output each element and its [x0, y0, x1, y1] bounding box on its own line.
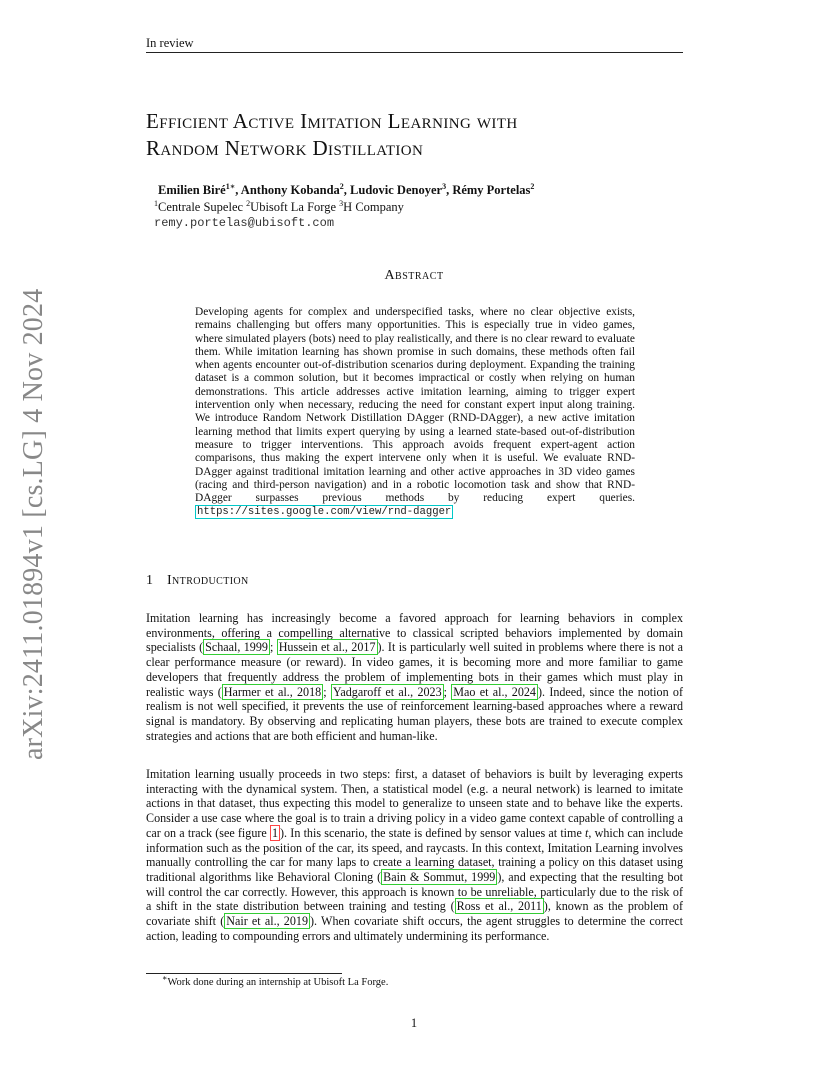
author-affil-mark: 2 [339, 181, 344, 191]
affiliations [154, 200, 404, 215]
author-affil-mark: 1∗ [225, 181, 236, 191]
text-run: ; [269, 640, 277, 655]
citation-link[interactable]: Ross et al., 2011 [456, 899, 542, 914]
affil-mark: 3 [339, 198, 344, 208]
author-affil-mark: 3 [442, 181, 447, 191]
text-run: ). In this scenario, the state is defined by sensor values at time [280, 825, 586, 840]
footnote-text: Work done during an internship at Ubisoft La Forge. [167, 977, 389, 988]
arxiv-identifier-stamp[interactable]: arXiv:2411.01894v1 [cs.LG] 4 Nov 2024 [18, 288, 49, 760]
section-title: Introduction [167, 573, 249, 588]
author-name: Rémy Portelas [452, 183, 531, 197]
citation-link[interactable]: Hussein et al., 2017 [278, 640, 376, 655]
abstract-paragraph: Developing agents for complex and underspecified tasks, where no clear objective exists, remains challenging but offers many opportunities. This is especially true in video games, where simulated players (bots) need to play realistically, and there is no clear reward to evaluate them. While imitation learning has shown promise in such domains, these methods often fail when agents encounter out-of-distribution scenarios during deployment. Expanding the training dataset is a common solution, but it becomes impractical or costly when relying on human demonstrations. This article addresses active imitation learning, aiming to trigger expert intervention only when necessary, reducing the need for constant expert input along training. We introduce Random Network Distillation DAgger (RND-DAgger), a new active imitation learning method that limits expert querying by using a learned state-based out-of-distribution measure to trigger interventions. This approach avoids frequent expert-agent action comparisons, thus making the expert intervene only when it is useful. We evaluate RND-DAgger against traditional imitation learning and other active approaches in 3D video games (racing and third-person navigation) and in a robotic locomotion task and show that RND-DAgger surpasses previous methods by reducing expert queries. [195, 306, 635, 505]
citation-link[interactable]: Bain & Sommut, 1999 [383, 869, 496, 884]
text-run: ). When covariate shift occurs, the agent struggles to determine the correct action, leading to compounding errors and ultimately undermining its performance. [146, 914, 683, 943]
section-heading [146, 573, 249, 589]
citation-link[interactable]: Schaal, 1999 [205, 640, 268, 655]
text-run: ; [323, 684, 331, 699]
text-run: Imitation learning has increasingly become a favored approach for learning behaviors in complex environments, offering a compelling alternative to classical scripted behaviors implemented by domain specialists ( [146, 611, 683, 655]
author-affil-mark: 2 [530, 181, 535, 191]
text-run: ), known as the problem of covariate shift ( [146, 899, 683, 929]
running-header: In review [146, 36, 194, 50]
affiliation: Ubisoft La Forge [250, 200, 340, 214]
title-line-2: Random Network Distillation [146, 136, 424, 160]
affil-mark: 2 [246, 198, 251, 208]
intro-paragraph-2 [146, 767, 683, 943]
citation-link[interactable]: Yadgaroff et al., 2023 [332, 684, 442, 699]
author-name: Ludovic Denoyer [350, 183, 443, 197]
abstract-text [195, 306, 635, 520]
abstract-heading: Abstract [384, 268, 444, 283]
author-name: Emilien Biré [158, 183, 226, 197]
title-line-1: Efficient Active Imitation Learning with [146, 109, 518, 133]
contact-email[interactable]: remy.portelas@ubisoft.com [154, 216, 335, 230]
footnote-mark: ∗ [162, 973, 168, 983]
text-run: ). It is particularly well suited in problems where there is not a clear performance measure (or reward). In video games, it is becoming more and more familiar to game developers that frequently address the problem of implementing bots in their games which must play in realistic ways ( [146, 640, 683, 699]
affiliation: Centrale Supelec [158, 200, 247, 214]
text-run: , which can include information such as the position of the car, its speed, and raycasts. In this context, Imitation Learning involves manually controlling the car for many laps to create a learning dataset, training a policy on this dataset using traditional algorithms like Behavioral Cloning ( [146, 825, 683, 884]
text-run: ). Indeed, since the notion of realism is not well specified, it prevents the use of reinforcement learning-based approaches where a reward signal is mandatory. By observing and replicating human players, these bots are trained to execute complex strategies and actions that are both efficient and human-like. [146, 684, 683, 743]
math-variable: t [585, 825, 589, 840]
footnote-rule [146, 973, 342, 974]
header-rule [146, 52, 683, 53]
intro-paragraph-1 [146, 611, 683, 743]
affil-mark: 1 [154, 198, 158, 208]
text-run: ; [443, 684, 452, 699]
paper-title [146, 108, 686, 162]
citation-link[interactable]: Mao et al., 2024 [453, 684, 536, 699]
project-link[interactable]: https://sites.google.com/view/rnd-dagger [197, 506, 452, 519]
affiliation: H Company [343, 200, 404, 214]
citation-link[interactable]: Nair et al., 2019 [226, 914, 308, 929]
text-run: ), and expecting that the resulting bot will control the car correctly. However, this approach is known to be unreliable, particularly due to the risk of a shift in the state distribution between training and testing ( [146, 869, 683, 914]
author-list: Emilien Biré$^{1∗}$, Anthony Kobanda$^2$, Ludovic Denoyer$^3$, Rémy Portelas$^2$ [158, 181, 535, 197]
text-run: Imitation learning usually proceeds in two steps: first, a dataset of behaviors is built by leveraging experts interacting with the dynamical system. Then, a statistical model (e.g. a neural network) is learned to imitate actions in that dataset, thus expecting this model to generalize to unseen state and to behave like the experts. Consider a use case where the goal is to train a driving policy in a video game context capable of controlling a car on a track (see figure [146, 767, 683, 840]
citation-link[interactable]: Harmer et al., 2018 [223, 684, 322, 699]
page-number: 1 [410, 1016, 418, 1030]
footnote [162, 973, 389, 988]
figure-reference-link[interactable]: 1 [271, 825, 279, 840]
section-number: 1 [146, 573, 153, 588]
author-name: Anthony Kobanda [240, 183, 340, 197]
